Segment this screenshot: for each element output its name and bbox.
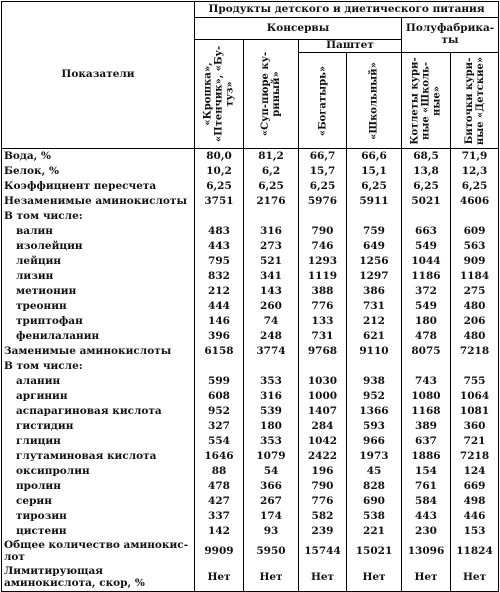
cell-value: 6,25	[402, 179, 451, 194]
cell-value: 12,3	[451, 164, 499, 179]
cell-value: 731	[347, 299, 402, 314]
pashtet-header: Паштет	[299, 40, 402, 53]
cell-value: 443	[402, 509, 451, 524]
cell-value: 143	[244, 284, 299, 299]
table-row	[2, 284, 499, 299]
cell-value: 13096	[402, 539, 451, 565]
amino-acid-table	[1, 1, 499, 592]
cell-value: 538	[347, 509, 402, 524]
cell-value: 832	[195, 269, 244, 284]
table-row	[2, 509, 499, 524]
row-label: треонин	[2, 299, 195, 314]
cell-value: 142	[195, 524, 244, 539]
row-label: пролин	[2, 479, 195, 494]
cell-value: 480	[451, 329, 499, 344]
row-label: глутаминовая кислота	[2, 449, 195, 464]
cell-value: 275	[451, 284, 499, 299]
table-row	[2, 539, 499, 565]
cell-value: 2176	[244, 194, 299, 209]
cell-value: 790	[299, 224, 347, 239]
cell-value: 337	[195, 509, 244, 524]
cell-value: 690	[347, 494, 402, 509]
cell-value: 828	[347, 479, 402, 494]
row-label: лизин	[2, 269, 195, 284]
row-label: изолейцин	[2, 239, 195, 254]
cell-value	[195, 359, 244, 374]
cell-value: 6,2	[244, 164, 299, 179]
cell-value: 5021	[402, 194, 451, 209]
cell-value: 795	[195, 254, 244, 269]
table-row	[2, 239, 499, 254]
cell-value: 609	[451, 224, 499, 239]
cell-value: 93	[244, 524, 299, 539]
cell-value: 521	[244, 254, 299, 269]
cell-value: 154	[402, 464, 451, 479]
table-row	[2, 164, 499, 179]
row-label: серин	[2, 494, 195, 509]
cell-value: 174	[244, 509, 299, 524]
cell-value: 15744	[299, 539, 347, 565]
cell-value: 4606	[451, 194, 499, 209]
cell-value: 9768	[299, 344, 347, 359]
cell-value: 124	[451, 464, 499, 479]
row-label: Заменимые аминокислоты	[2, 344, 195, 359]
cell-value: 1297	[347, 269, 402, 284]
table-row	[2, 149, 499, 165]
cell-value: 1973	[347, 449, 402, 464]
cell-value: 755	[451, 374, 499, 389]
col-header-bogatyr-text: «Богатырь»	[317, 65, 328, 136]
row-label: фенилаланин	[2, 329, 195, 344]
cell-value: 341	[244, 269, 299, 284]
cell-value: 721	[451, 434, 499, 449]
cell-value: 248	[244, 329, 299, 344]
cell-value: 74	[244, 314, 299, 329]
table-title: Продукты детского и диетического питания	[195, 2, 499, 18]
cell-value: 396	[195, 329, 244, 344]
cell-value: 1168	[402, 404, 451, 419]
cell-value	[299, 209, 347, 224]
cell-value: 1184	[451, 269, 499, 284]
col-header-bitochki-text: Биточки кури-ные «Детские»	[463, 56, 486, 145]
cell-value: 212	[347, 314, 402, 329]
cell-value: 2422	[299, 449, 347, 464]
cell-value: 480	[451, 299, 499, 314]
cell-value: 71,9	[451, 149, 499, 165]
cell-value: 446	[451, 509, 499, 524]
col-header-kotlety-text: Котлеты кури-ные «Школь-ные»	[409, 56, 443, 145]
table-row	[2, 194, 499, 209]
cell-value: 45	[347, 464, 402, 479]
table-row	[2, 565, 499, 592]
cell-value: 549	[402, 299, 451, 314]
cell-value: 68,5	[402, 149, 451, 165]
cell-value: 260	[244, 299, 299, 314]
cell-value: 1186	[402, 269, 451, 284]
cell-value: 7218	[451, 344, 499, 359]
row-label: аланин	[2, 374, 195, 389]
cell-value: 9909	[195, 539, 244, 565]
row-label: Вода, %	[2, 149, 195, 165]
cell-value: 1256	[347, 254, 402, 269]
cell-value: 608	[195, 389, 244, 404]
table-row	[2, 224, 499, 239]
row-label: валин	[2, 224, 195, 239]
cell-value: 790	[299, 479, 347, 494]
row-label: тирозин	[2, 509, 195, 524]
cell-value: 15,7	[299, 164, 347, 179]
cell-value: 153	[451, 524, 499, 539]
table-row	[2, 389, 499, 404]
cell-value: 81,2	[244, 149, 299, 165]
cell-value: 6,25	[451, 179, 499, 194]
cell-value	[244, 359, 299, 374]
table-row	[2, 359, 499, 374]
cell-value: 1366	[347, 404, 402, 419]
table-row	[2, 344, 499, 359]
cell-value	[347, 209, 402, 224]
cell-value: 6,25	[244, 179, 299, 194]
table-row	[2, 434, 499, 449]
cell-value: 478	[195, 479, 244, 494]
row-label: оксипролин	[2, 464, 195, 479]
row-label: Лимитирующая аминокислота, скор, %	[2, 565, 195, 592]
cell-value: 360	[451, 419, 499, 434]
row-label: аргинин	[2, 389, 195, 404]
table-row	[2, 254, 499, 269]
cell-value: 1000	[299, 389, 347, 404]
cell-value	[195, 209, 244, 224]
cell-value: 8075	[402, 344, 451, 359]
cell-value: 5976	[299, 194, 347, 209]
cell-value: 498	[451, 494, 499, 509]
cell-value: 1081	[451, 404, 499, 419]
cell-value: 621	[347, 329, 402, 344]
cell-value: 1080	[402, 389, 451, 404]
cell-value: 3774	[244, 344, 299, 359]
cell-value: 746	[299, 239, 347, 254]
cell-value: 776	[299, 494, 347, 509]
cell-value: 1886	[402, 449, 451, 464]
table-row	[2, 179, 499, 194]
cell-value: 743	[402, 374, 451, 389]
cell-value: 444	[195, 299, 244, 314]
cell-value: 15021	[347, 539, 402, 565]
col-header-shkolny	[347, 53, 402, 149]
table-row	[2, 299, 499, 314]
row-label: Белок, %	[2, 164, 195, 179]
cell-value: 1293	[299, 254, 347, 269]
cell-value: 66,7	[299, 149, 347, 165]
cell-value: 7218	[451, 449, 499, 464]
col-header-shkolny-text: «Школьный»	[368, 61, 380, 140]
cell-value: 1064	[451, 389, 499, 404]
col-header-sup-pyure-text: «Суп-пюре ку-риный»	[260, 51, 282, 137]
cell-value: 554	[195, 434, 244, 449]
cell-value: Нет	[402, 565, 451, 592]
row-label: Незаменимые аминокислоты	[2, 194, 195, 209]
cell-value: 952	[195, 404, 244, 419]
cell-value: 353	[244, 434, 299, 449]
cell-value: 66,6	[347, 149, 402, 165]
cell-value: 133	[299, 314, 347, 329]
col-header-kroshka-text: «Крошка», «Птенчик», «Бу-туз»	[202, 45, 236, 143]
cell-value: 180	[244, 419, 299, 434]
col-header-kroshka	[195, 40, 244, 149]
cell-value: 593	[347, 419, 402, 434]
cell-value: 180	[402, 314, 451, 329]
indicators-header: Показатели	[2, 2, 195, 149]
cell-value	[244, 209, 299, 224]
cell-value: 649	[347, 239, 402, 254]
cell-value: 11824	[451, 539, 499, 565]
cell-value	[402, 359, 451, 374]
table-row	[2, 524, 499, 539]
row-label: триптофан	[2, 314, 195, 329]
cell-value: 316	[244, 224, 299, 239]
cell-value: 952	[347, 389, 402, 404]
cell-value	[402, 209, 451, 224]
cell-value: 6,25	[347, 179, 402, 194]
cell-value: 759	[347, 224, 402, 239]
cell-value: Нет	[347, 565, 402, 592]
cell-value	[347, 359, 402, 374]
cell-value: 776	[299, 299, 347, 314]
cell-value: 388	[299, 284, 347, 299]
cell-value: 582	[299, 509, 347, 524]
table-row	[2, 494, 499, 509]
cell-value	[299, 359, 347, 374]
cell-value: 539	[244, 404, 299, 419]
cell-value: Нет	[451, 565, 499, 592]
row-label: гистидин	[2, 419, 195, 434]
cell-value: 5911	[347, 194, 402, 209]
cell-value: 637	[402, 434, 451, 449]
cell-value: 239	[299, 524, 347, 539]
cell-value: 549	[402, 239, 451, 254]
table-row	[2, 209, 499, 224]
row-label: метионин	[2, 284, 195, 299]
cell-value: 10,2	[195, 164, 244, 179]
cell-value	[451, 209, 499, 224]
cell-value: 284	[299, 419, 347, 434]
cell-value	[451, 359, 499, 374]
cell-value: 9110	[347, 344, 402, 359]
row-label: аспарагиновая кислота	[2, 404, 195, 419]
cell-value: 443	[195, 239, 244, 254]
row-label: В том числе:	[2, 359, 195, 374]
cell-value: 372	[402, 284, 451, 299]
cell-value: 5950	[244, 539, 299, 565]
cell-value: 663	[402, 224, 451, 239]
cell-value: 1407	[299, 404, 347, 419]
cell-value: 584	[402, 494, 451, 509]
cell-value: 761	[402, 479, 451, 494]
table-row	[2, 419, 499, 434]
cell-value: 88	[195, 464, 244, 479]
cell-value: 353	[244, 374, 299, 389]
cell-value: 3751	[195, 194, 244, 209]
cell-value: 599	[195, 374, 244, 389]
cell-value: 1646	[195, 449, 244, 464]
row-label: В том числе:	[2, 209, 195, 224]
table-row	[2, 449, 499, 464]
cell-value: 1119	[299, 269, 347, 284]
cell-value: 273	[244, 239, 299, 254]
col-header-sup-pyure	[244, 40, 299, 149]
row-label: глицин	[2, 434, 195, 449]
cell-value: Нет	[195, 565, 244, 592]
col-header-bitochki	[451, 53, 499, 149]
cell-value: 731	[299, 329, 347, 344]
cell-value: 1030	[299, 374, 347, 389]
cell-value: 316	[244, 389, 299, 404]
table-row	[2, 314, 499, 329]
cell-value: 427	[195, 494, 244, 509]
table-row	[2, 374, 499, 389]
table-row	[2, 404, 499, 419]
row-label: Общее количество аминокис-лот	[2, 539, 195, 565]
cell-value: 6,25	[195, 179, 244, 194]
cell-value: 80,0	[195, 149, 244, 165]
cell-value: 327	[195, 419, 244, 434]
cell-value: 13,8	[402, 164, 451, 179]
cell-value: 389	[402, 419, 451, 434]
polufabrikaty-header: Полуфабрика-ты	[402, 18, 499, 53]
row-label: цистеин	[2, 524, 195, 539]
cell-value: 212	[195, 284, 244, 299]
cell-value: 6,25	[299, 179, 347, 194]
cell-value: 230	[402, 524, 451, 539]
col-header-bogatyr	[299, 53, 347, 149]
cell-value: Нет	[299, 565, 347, 592]
table-row	[2, 269, 499, 284]
table-row	[2, 479, 499, 494]
cell-value: 221	[347, 524, 402, 539]
cell-value: 15,1	[347, 164, 402, 179]
cell-value: 146	[195, 314, 244, 329]
cell-value: 909	[451, 254, 499, 269]
cell-value: 196	[299, 464, 347, 479]
cell-value: 206	[451, 314, 499, 329]
cell-value: 1044	[402, 254, 451, 269]
cell-value: 54	[244, 464, 299, 479]
table-row	[2, 464, 499, 479]
cell-value: 366	[244, 479, 299, 494]
konservy-header: Консервы	[195, 18, 402, 40]
cell-value: 6158	[195, 344, 244, 359]
cell-value: 966	[347, 434, 402, 449]
cell-value: 1079	[244, 449, 299, 464]
cell-value: 938	[347, 374, 402, 389]
cell-value: 1042	[299, 434, 347, 449]
cell-value: 386	[347, 284, 402, 299]
cell-value: 483	[195, 224, 244, 239]
col-header-kotlety	[402, 53, 451, 149]
row-label: Коэффициент пересчета	[2, 179, 195, 194]
cell-value: Нет	[244, 565, 299, 592]
cell-value: 478	[402, 329, 451, 344]
cell-value: 563	[451, 239, 499, 254]
cell-value: 267	[244, 494, 299, 509]
cell-value: 669	[451, 479, 499, 494]
row-label: лейцин	[2, 254, 195, 269]
table-row	[2, 329, 499, 344]
